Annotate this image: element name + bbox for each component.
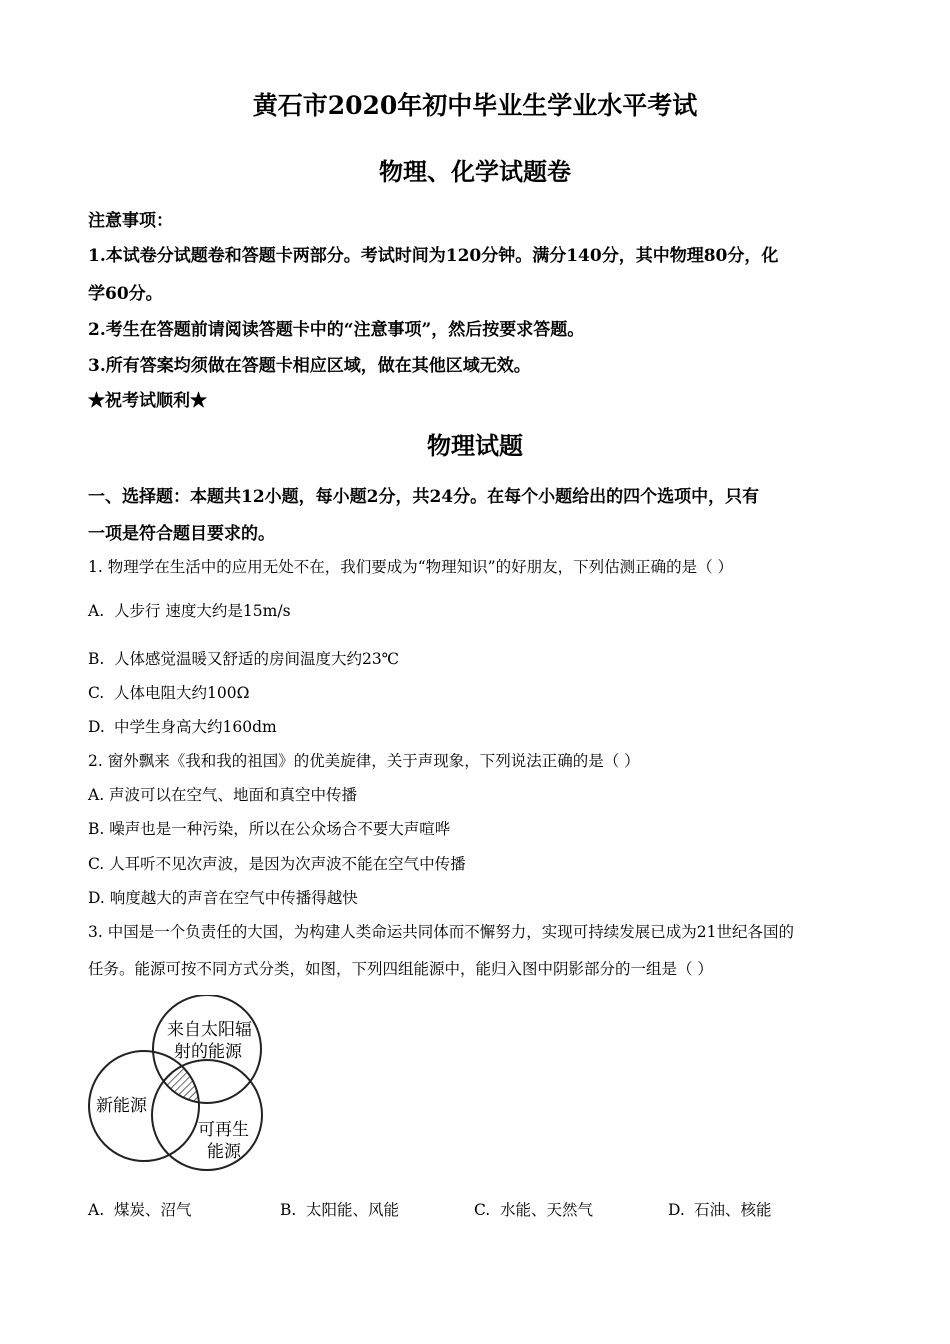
- solar-label-2: 射的能源: [174, 1042, 242, 1062]
- note-line-1a: 1.本试卷分试题卷和答题卡两部分。考试时间为120分钟。满分140分，其中物理80分，化: [88, 246, 779, 266]
- exam-subtitle: 物理、化学试题卷: [379, 157, 571, 186]
- option-letter: A.: [88, 602, 105, 620]
- option-text: 中学生身高大约160dm: [114, 718, 277, 736]
- option-letter: C.: [88, 684, 105, 702]
- q2-option-d: D. 响度越大的声音在空气中传播得越快: [88, 889, 358, 907]
- q3-option-b: [280, 1198, 399, 1220]
- option-text: 人体电阻大约100Ω: [114, 684, 250, 702]
- notes-heading: 注意事项：: [88, 211, 173, 231]
- wish-line: ★祝考试顺利★: [88, 391, 207, 411]
- option-letter: D.: [668, 1201, 685, 1219]
- q3-stem-b: 任务。能源可按不同方式分类，如图，下列四组能源中，能归入图中阴影部分的一组是（ ）: [88, 960, 713, 978]
- option-text: 人步行 速度大约是15m/s: [114, 602, 291, 620]
- q2-option-c: C. 人耳听不见次声波，是因为次声波不能在空气中传播: [88, 855, 466, 873]
- option-letter: B.: [280, 1201, 297, 1219]
- q3-option-a: [88, 1198, 192, 1220]
- option-text: 人体感觉温暖又舒适的房间温度大约23℃: [114, 650, 400, 668]
- q1-stem: 1. 物理学在生活中的应用无处不在，我们要成为“物理知识”的好朋友，下列估测正确的是（ ）: [88, 558, 733, 576]
- renewable-label-1: 可再生: [198, 1120, 249, 1140]
- option-letter: D.: [88, 718, 105, 736]
- section-title: 物理试题: [427, 431, 523, 460]
- q1-option-c: [88, 681, 249, 703]
- q1-option-a: [88, 599, 291, 621]
- q3-option-c: [474, 1198, 593, 1220]
- q3-option-d: [668, 1198, 772, 1220]
- exam-title: 黄石市2020年初中毕业生学业水平考试: [252, 91, 698, 120]
- option-text: 水能、天然气: [500, 1201, 594, 1219]
- q1-option-d: [88, 715, 277, 737]
- section-instruction-a: 一、选择题：本题共12小题，每小题2分，共24分。在每个小题给出的四个选项中，只有: [88, 487, 760, 507]
- note-line-3: 3.所有答案均须做在答题卡相应区域，做在其他区域无效。: [88, 356, 531, 376]
- option-text: 太阳能、风能: [306, 1201, 400, 1219]
- renewable-label-2: 能源: [207, 1142, 241, 1162]
- q2-stem: 2. 窗外飘来《我和我的祖国》的优美旋律，关于声现象，下列说法正确的是（ ）: [88, 752, 640, 770]
- option-text: 煤炭、沼气: [114, 1201, 192, 1219]
- q3-stem-a: 3. 中国是一个负责任的大国，为构建人类命运共同体而不懈努力，实现可持续发展已成为21世纪各国的: [88, 923, 794, 941]
- q2-option-b: B. 噪声也是一种污染，所以在公众场合不要大声喧哗: [88, 820, 451, 838]
- solar-label-1: 来自太阳辐: [167, 1020, 252, 1040]
- option-letter: A.: [88, 1201, 105, 1219]
- energy-venn-diagram: [80, 995, 280, 1185]
- new-energy-label: 新能源: [96, 1096, 147, 1116]
- note-line-2: 2.考生在答题前请阅读答题卡中的“注意事项”，然后按要求答题。: [88, 320, 585, 340]
- section-instruction-b: 一项是符合题目要求的。: [88, 524, 275, 544]
- q2-option-a: A. 声波可以在空气、地面和真空中传播: [88, 786, 358, 804]
- q1-option-b: [88, 647, 399, 669]
- option-letter: B.: [88, 650, 105, 668]
- option-text: 石油、核能: [694, 1201, 772, 1219]
- option-letter: C.: [474, 1201, 491, 1219]
- note-line-1b: 学60分。: [88, 284, 163, 304]
